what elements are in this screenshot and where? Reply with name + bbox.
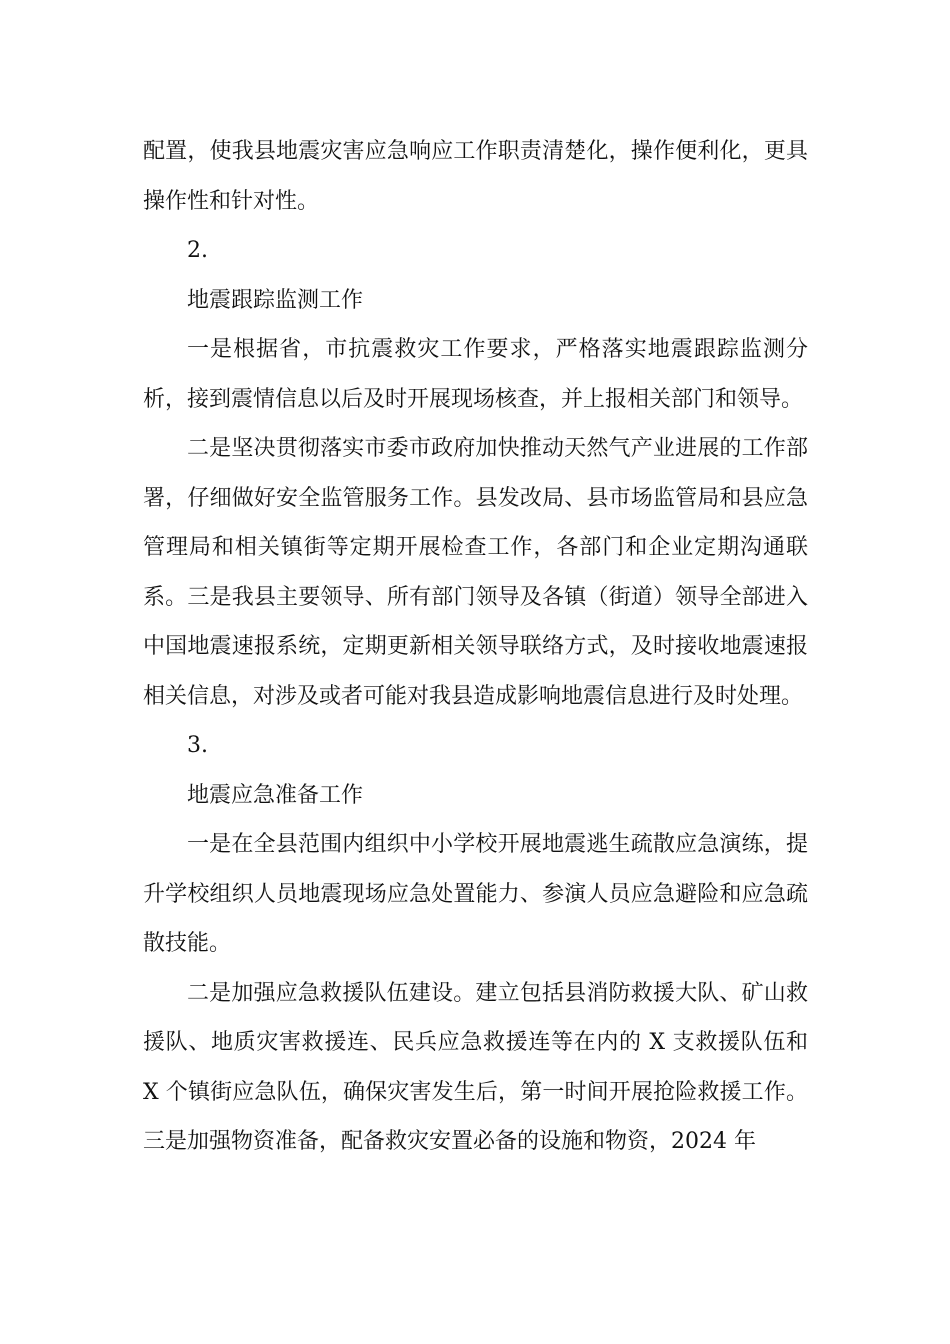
document-body xyxy=(143,127,808,1167)
section-number: 3. xyxy=(187,733,208,758)
section-number: 2. xyxy=(187,238,208,263)
section-heading: 地震跟踪监测工作 xyxy=(187,287,364,313)
paragraph-continued: 配置，使我县地震灾害应急响应工作职责清楚化，操作便利化，更具操作性和针对性。 xyxy=(143,139,808,214)
section-heading: 地震应急准备工作 xyxy=(187,782,364,808)
paragraph: 一是根据省，市抗震救灾工作要求，严格落实地震跟踪监测分析，接到震情信息以后及时开展现场核查，并上报相关部门和领导。 xyxy=(143,337,808,412)
paragraph: 二是加强应急救援队伍建设。建立包括县消防救援大队、矿山救援队、地质灾害救援连、民兵应急救援连等在内的 X 支救援队伍和 X 个镇街应急队伍，确保灾害发生后，第一时间开展抢险救援工作。三是加强物资准备，配备救灾安置必备的设施和物资，2024 年 xyxy=(143,980,808,1154)
paragraph: 一是在全县范围内组织中小学校开展地震逃生疏散应急演练，提升学校组织人员地震现场应急处置能力、参演人员应急避险和应急疏散技能。 xyxy=(143,832,808,956)
paragraph: 二是坚决贯彻落实市委市政府加快推动天然气产业进展的工作部署，仔细做好安全监管服务工作。县发改局、县市场监管局和县应急管理局和相关镇街等定期开展检查工作，各部门和企业定期沟通联系。三是我县主要领导、所有部门领导及各镇（街道）领导全部进入中国地震速报系统，定期更新相关领导联络方式，及时接收地震速报相关信息，对涉及或者可能对我县造成影响地震信息进行及时处理。 xyxy=(143,436,808,709)
